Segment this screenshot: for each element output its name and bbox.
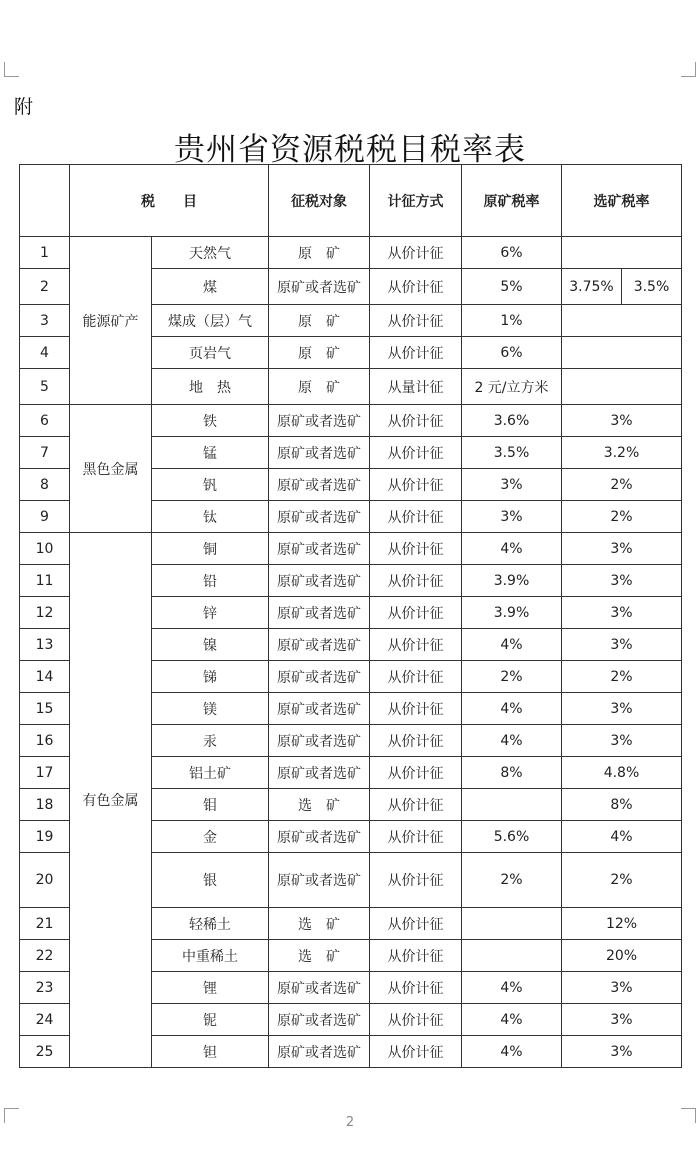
tax-item-name: 铅 [152,565,269,597]
processed-ore-rate: 3% [562,533,682,565]
processed-ore-rate [562,237,682,269]
row-number: 15 [20,693,70,725]
raw-ore-rate: 3.6% [462,405,562,437]
tax-object: 原矿或者选矿 [269,1004,370,1036]
processed-ore-rate: 20% [562,940,682,972]
processed-ore-rate: 12% [562,908,682,940]
table-row [20,533,682,565]
row-number: 21 [20,908,70,940]
processed-ore-rate: 3% [562,565,682,597]
header-processed-rate: 选矿税率 [562,165,682,237]
header-no [20,165,70,237]
tax-object: 原 矿 [269,237,370,269]
row-number: 11 [20,565,70,597]
processed-ore-rate: 2% [562,501,682,533]
raw-ore-rate: 4% [462,533,562,565]
processed-ore-rate: 2% [562,469,682,501]
tax-method: 从价计征 [370,337,462,369]
tax-method: 从价计征 [370,501,462,533]
row-number: 13 [20,629,70,661]
raw-ore-rate: 4% [462,725,562,757]
row-number: 1 [20,237,70,269]
tax-object: 选 矿 [269,908,370,940]
raw-ore-rate: 6% [462,337,562,369]
row-number: 25 [20,1036,70,1068]
tax-item-name: 轻稀土 [152,908,269,940]
row-number: 5 [20,369,70,405]
raw-ore-rate: 6% [462,237,562,269]
tax-object: 原矿或者选矿 [269,1036,370,1068]
processed-ore-rate: 2% [562,853,682,908]
tax-method: 从价计征 [370,237,462,269]
row-number: 19 [20,821,70,853]
tax-item-name: 中重稀土 [152,940,269,972]
tax-object: 原矿或者选矿 [269,661,370,693]
tax-method: 从价计征 [370,661,462,693]
processed-ore-rate: 3% [562,693,682,725]
processed-ore-rate [562,337,682,369]
row-number: 10 [20,533,70,565]
page-number: 2 [345,1115,355,1130]
tax-item-name: 锑 [152,661,269,693]
table-row [20,237,682,269]
processed-ore-rate: 3% [562,1004,682,1036]
page-corner-mark-top-left [4,62,19,77]
tax-object: 原矿或者选矿 [269,629,370,661]
processed-rate-b: 3.5% [622,269,682,305]
raw-ore-rate: 3% [462,469,562,501]
tax-method: 从价计征 [370,725,462,757]
row-number: 24 [20,1004,70,1036]
tax-item-name: 天然气 [152,237,269,269]
processed-ore-rate [562,305,682,337]
raw-ore-rate [462,789,562,821]
raw-ore-rate: 5% [462,269,562,305]
row-number: 2 [20,269,70,305]
tax-object: 原 矿 [269,337,370,369]
row-number: 22 [20,940,70,972]
row-number: 18 [20,789,70,821]
tax-object: 原矿或者选矿 [269,405,370,437]
processed-ore-rate: 3% [562,972,682,1004]
tax-object: 原 矿 [269,369,370,405]
table-header-row [20,165,682,237]
raw-ore-rate: 2% [462,661,562,693]
raw-ore-rate [462,940,562,972]
raw-ore-rate: 2% [462,853,562,908]
tax-item-name: 镍 [152,629,269,661]
tax-item-name: 铁 [152,405,269,437]
raw-ore-rate: 8% [462,757,562,789]
row-number: 6 [20,405,70,437]
tax-item-name: 铝土矿 [152,757,269,789]
row-number: 17 [20,757,70,789]
tax-item-name: 铜 [152,533,269,565]
processed-ore-rate: 3.2% [562,437,682,469]
tax-item-name: 锂 [152,972,269,1004]
processed-rate-a: 3.75% [562,269,622,305]
tax-item-name: 煤成（层）气 [152,305,269,337]
tax-object: 原矿或者选矿 [269,757,370,789]
raw-ore-rate: 4% [462,972,562,1004]
category-group-ferrous: 黑色金属 [70,405,152,533]
tax-method: 从价计征 [370,469,462,501]
tax-item-name: 银 [152,853,269,908]
processed-ore-rate: 3% [562,405,682,437]
tax-method: 从价计征 [370,908,462,940]
header-raw-rate: 原矿税率 [462,165,562,237]
tax-object: 原矿或者选矿 [269,597,370,629]
attachment-label: 附 [14,96,34,118]
processed-ore-rate: 8% [562,789,682,821]
tax-item-name: 铌 [152,1004,269,1036]
raw-ore-rate: 4% [462,693,562,725]
tax-item-name: 钼 [152,789,269,821]
tax-item-name: 页岩气 [152,337,269,369]
row-number: 7 [20,437,70,469]
category-group-nonferrous: 有色金属 [70,533,152,1068]
tax-method: 从价计征 [370,757,462,789]
row-number: 4 [20,337,70,369]
tax-item-name: 煤 [152,269,269,305]
tax-object: 原 矿 [269,305,370,337]
tax-object: 原矿或者选矿 [269,501,370,533]
tax-object: 原矿或者选矿 [269,972,370,1004]
tax-method: 从价计征 [370,565,462,597]
tax-item-name: 钒 [152,469,269,501]
raw-ore-rate: 3% [462,501,562,533]
tax-item-name: 镁 [152,693,269,725]
category-group-energy: 能源矿产 [70,237,152,405]
row-number: 9 [20,501,70,533]
tax-method: 从价计征 [370,853,462,908]
page-corner-mark-top-right [681,62,696,77]
tax-method: 从价计征 [370,437,462,469]
processed-ore-rate: 3% [562,629,682,661]
row-number: 14 [20,661,70,693]
processed-ore-rate: 4% [562,821,682,853]
processed-ore-rate: 3% [562,1036,682,1068]
tax-item-name: 汞 [152,725,269,757]
raw-ore-rate: 2 元/立方米 [462,369,562,405]
processed-ore-rate: 3% [562,597,682,629]
tax-method: 从价计征 [370,269,462,305]
processed-ore-rate: 3% [562,725,682,757]
tax-method: 从价计征 [370,1004,462,1036]
tax-method: 从价计征 [370,629,462,661]
tax-method: 从价计征 [370,1036,462,1068]
raw-ore-rate: 3.9% [462,565,562,597]
raw-ore-rate [462,908,562,940]
tax-object: 原矿或者选矿 [269,437,370,469]
row-number: 12 [20,597,70,629]
tax-rate-table [19,164,682,1068]
row-number: 8 [20,469,70,501]
processed-ore-rate [562,369,682,405]
tax-object: 原矿或者选矿 [269,469,370,501]
tax-object: 原矿或者选矿 [269,269,370,305]
tax-item-name: 锰 [152,437,269,469]
tax-item-name: 金 [152,821,269,853]
tax-object: 选 矿 [269,940,370,972]
row-number: 20 [20,853,70,908]
header-object: 征税对象 [269,165,370,237]
raw-ore-rate: 5.6% [462,821,562,853]
tax-item-name: 地 热 [152,369,269,405]
tax-object: 原矿或者选矿 [269,693,370,725]
tax-method: 从量计征 [370,369,462,405]
tax-item-name: 钛 [152,501,269,533]
tax-method: 从价计征 [370,940,462,972]
tax-method: 从价计征 [370,305,462,337]
row-number: 16 [20,725,70,757]
tax-object: 原矿或者选矿 [269,533,370,565]
processed-ore-rate: 2% [562,661,682,693]
tax-object: 原矿或者选矿 [269,565,370,597]
header-method: 计征方式 [370,165,462,237]
tax-item-name: 钽 [152,1036,269,1068]
tax-method: 从价计征 [370,693,462,725]
tax-method: 从价计征 [370,405,462,437]
header-item: 税 目 [70,165,269,237]
raw-ore-rate: 4% [462,1004,562,1036]
tax-method: 从价计征 [370,789,462,821]
tax-method: 从价计征 [370,821,462,853]
tax-object: 原矿或者选矿 [269,725,370,757]
page-title: 贵州省资源税税目税率表 [174,132,526,168]
tax-object: 原矿或者选矿 [269,821,370,853]
raw-ore-rate: 3.9% [462,597,562,629]
row-number: 23 [20,972,70,1004]
raw-ore-rate: 3.5% [462,437,562,469]
tax-object: 选 矿 [269,789,370,821]
tax-object: 原矿或者选矿 [269,853,370,908]
tax-method: 从价计征 [370,972,462,1004]
table-row [20,405,682,437]
raw-ore-rate: 1% [462,305,562,337]
tax-method: 从价计征 [370,533,462,565]
row-number: 3 [20,305,70,337]
raw-ore-rate: 4% [462,1036,562,1068]
tax-method: 从价计征 [370,597,462,629]
processed-ore-rate: 4.8% [562,757,682,789]
raw-ore-rate: 4% [462,629,562,661]
tax-item-name: 锌 [152,597,269,629]
